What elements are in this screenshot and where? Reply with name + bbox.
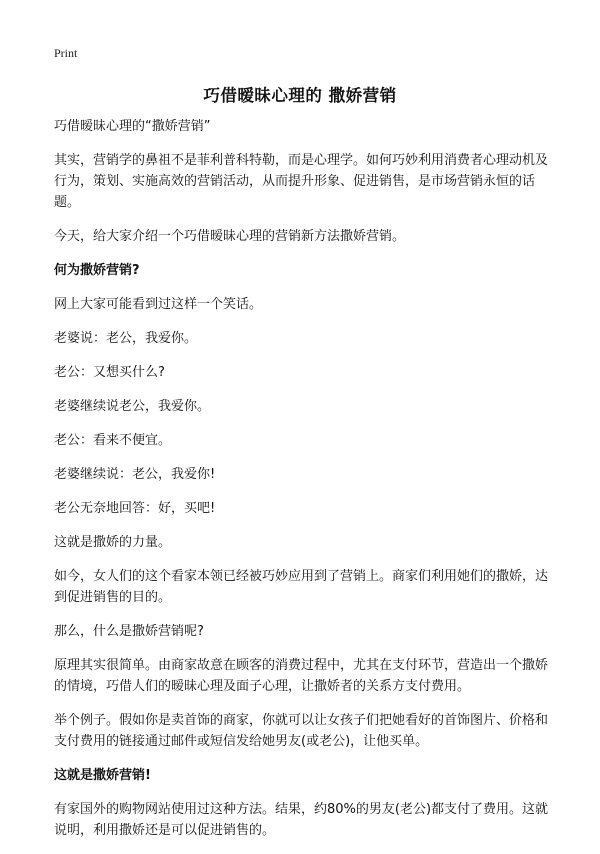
print-link[interactable]: Print xyxy=(54,46,78,60)
article-body xyxy=(54,116,552,854)
section-heading-this: 这就是撒娇营销! xyxy=(54,768,151,783)
power-paragraph: 这就是撒娇的力量。 xyxy=(54,535,172,550)
article-subtitle: 巧借暧昧心理的“撒娇营销” xyxy=(54,119,211,134)
conclusion-paragraph: 有家国外的购物网站使用过这种方法。结果，约80%的男友(老公)都支付了费用。这就说明，利用撒娇还是可以促进销售的。 xyxy=(54,802,549,838)
dialog-line: 老公无奈地回答：好，买吧! xyxy=(54,501,216,516)
principle-paragraph: 原理其实很简单。由商家故意在顾客的消费过程中，尤其在支付环节，营造出一个撒娇的情境，巧借人们的暧昧心理及面子心理，让撒娇者的关系方支付费用。 xyxy=(54,658,549,694)
dialog-line: 老婆继续说：老公，我爱你! xyxy=(54,467,216,482)
dialog-line: 老公：又想买什么? xyxy=(54,365,165,380)
question-paragraph: 那么，什么是撒娇营销呢? xyxy=(54,624,204,639)
page-title: 巧借暧昧心理的 撒娇营销 xyxy=(203,86,397,105)
joke-intro-paragraph: 网上大家可能看到过这样一个笑话。 xyxy=(54,297,263,312)
example-paragraph: 举个例子。假如你是卖首饰的商家，你就可以让女孩子们把她看好的首饰图片、价格和支付费用的链接通过邮件或短信发给她男友(或老公)，让他买单。 xyxy=(54,713,549,749)
dialog-line: 老婆说：老公，我爱你。 xyxy=(54,331,198,346)
dialog-line: 老公：看来不便宜。 xyxy=(54,433,172,448)
applied-paragraph: 如今，女人们的这个看家本领已经被巧妙应用到了营销上。商家们利用她们的撒娇，达到促进销售的目的。 xyxy=(54,569,549,605)
intro-paragraph: 其实，营销学的鼻祖不是菲利普科特勒，而是心理学。如何巧妙利用消费者心理动机及行为，策划、实施高效的营销活动，从而提升形象、促进销售，是市场营销永恒的话题。 xyxy=(54,153,549,210)
today-paragraph: 今天，给大家介绍一个巧借暧昧心理的营销新方法撒娇营销。 xyxy=(54,229,406,244)
section-heading-what: 何为撒娇营销? xyxy=(54,263,140,278)
dialog-line: 老婆继续说老公，我爱你。 xyxy=(54,399,211,414)
